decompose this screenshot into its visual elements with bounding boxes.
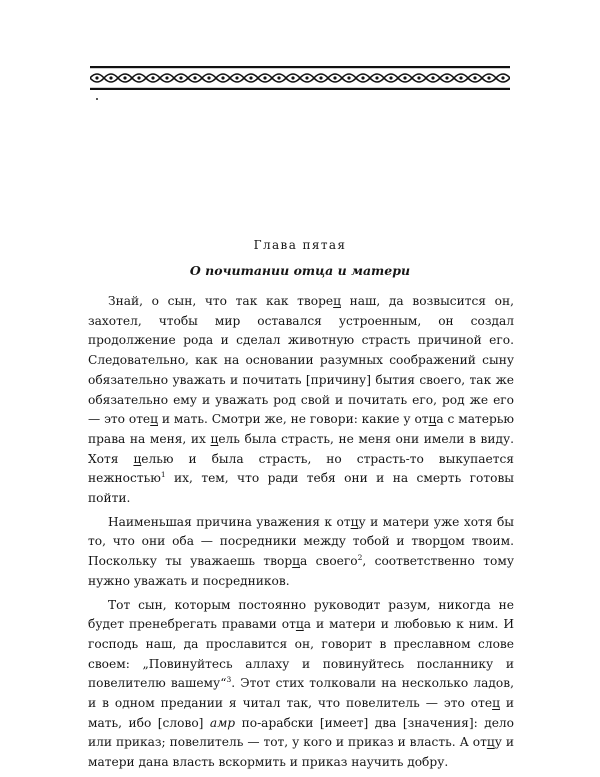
text-span: , соответственно тому нужно уважать и посредников.: [88, 554, 514, 588]
ornament-dot: [151, 76, 154, 79]
text-span-underlined: ц: [333, 294, 341, 308]
ornament-dot: [333, 76, 336, 79]
text-span-underlined: ц: [486, 735, 495, 750]
ornament-dot: [235, 76, 238, 79]
text-span-underlined: ц: [492, 696, 500, 711]
text-span-underlined: ц: [295, 617, 304, 632]
text-span-underlined: ц: [210, 431, 219, 446]
text-span: у и матери дана власть вскормить и приказ научить добру.: [88, 735, 514, 770]
ornament-dot: [459, 76, 462, 79]
ornament-dot: [473, 76, 476, 79]
text-span: а своего: [300, 554, 358, 569]
footnote-ref: 2: [357, 553, 363, 563]
text-span: елью и была страсть, но страсть-то выкупается нежностью: [88, 451, 514, 486]
ornament-dot: [347, 76, 350, 79]
ornament-dot: [249, 76, 252, 79]
text-span: ель была страсть, не меня они имели в виду. Хотя: [88, 431, 515, 466]
ornament-dot: [487, 76, 490, 79]
text-span: и мать, ибо [слово]: [88, 696, 514, 730]
stray-mark: [96, 98, 98, 100]
text-span-underlined: ц: [133, 451, 142, 466]
ornament-dot: [165, 76, 168, 79]
ornament-dot: [179, 76, 182, 79]
text-span: Тот сын, которым постоянно руководит разум, никогда не будет пренебрегать правами от: [88, 597, 514, 632]
ornament-dot: [361, 76, 364, 79]
text-span-underlined: ц: [292, 554, 300, 569]
ornament-dot: [445, 76, 448, 79]
text-span-underlined: ц: [440, 534, 448, 549]
footnote-ref: 1: [160, 470, 166, 480]
text-span: у и матери уже хотя бы то, что они оба — посредники между тобой и твор: [88, 514, 514, 549]
body-text: [88, 292, 514, 777]
text-span-underlined: ц: [350, 514, 359, 529]
text-span-underlined: ц: [150, 412, 158, 427]
text-span: их, тем, что ради тебя они и на смерть готовы пойти.: [88, 471, 514, 506]
text-span: а с матерью права на меня, их: [88, 412, 514, 446]
chapter-heading: Глава пятая: [253, 238, 347, 252]
ornament-dot: [263, 76, 266, 79]
ornament-dot: [207, 76, 210, 79]
text-span-italic: амр: [209, 715, 236, 730]
ornament-dot: [319, 76, 322, 79]
ornament-dot: [123, 76, 126, 79]
ornament-dot: [291, 76, 294, 79]
ornament-dot: [109, 76, 112, 79]
ornament-dot: [417, 76, 420, 79]
paragraph: [88, 513, 514, 592]
ornament-dot: [95, 76, 98, 79]
paragraph: [88, 292, 514, 509]
ornament-dot: [431, 76, 434, 79]
text-span: Наименьшая причина уважения к от: [108, 514, 351, 529]
footnote-ref: 3: [226, 675, 232, 685]
ornament-dot: [221, 76, 224, 79]
text-span: ом твоим. Поскольку ты уважаешь твор: [88, 534, 514, 569]
ornament-dot: [375, 76, 378, 79]
paragraph: [88, 596, 514, 773]
text-span: Знай, о сын, что так как творе: [108, 294, 334, 308]
ornament-dot: [193, 76, 196, 79]
text-span-underlined: ц: [428, 412, 437, 427]
ornament-dot: [277, 76, 280, 79]
text-span: наш, да возвысится он, захотел, чтобы мир оставался устроенным, он создал продолжение рода и сделал животную страсть причиной его. Следовательно, как на основании разумных соображений сыну обязательно уважать и почитать [причину] бытия своего, так же обязательно ему и уважать род свой и почитать его, род же его — это оте: [88, 294, 514, 427]
text-span: . Этот стих толковали на несколько ладов, и в одном предании я читал так, что повелитель — это оте: [88, 676, 514, 711]
chapter-subtitle: О почитании отца и матери: [189, 263, 411, 278]
text-span: а и матери и любовью к ним. И господь наш, да прославится он, говорит в преславном слове своем: „Повинуйтесь аллаху и повинуйтесь посланнику и повелителю вашему“: [88, 617, 514, 691]
text-span: и мать. Смотри же, не говори: какие у от: [158, 412, 429, 427]
ornamental-border: [90, 66, 510, 90]
text-span: по-арабски [имеет] два [значения]: дело или приказ; повелитель — тот, у кого и приказ и власть. А от: [88, 715, 514, 750]
ornament-dot: [305, 76, 308, 79]
ornament-dot: [137, 76, 140, 79]
ornament-dot: [403, 76, 406, 79]
ornament-dot: [389, 76, 392, 79]
ornament-dot: [501, 76, 504, 79]
